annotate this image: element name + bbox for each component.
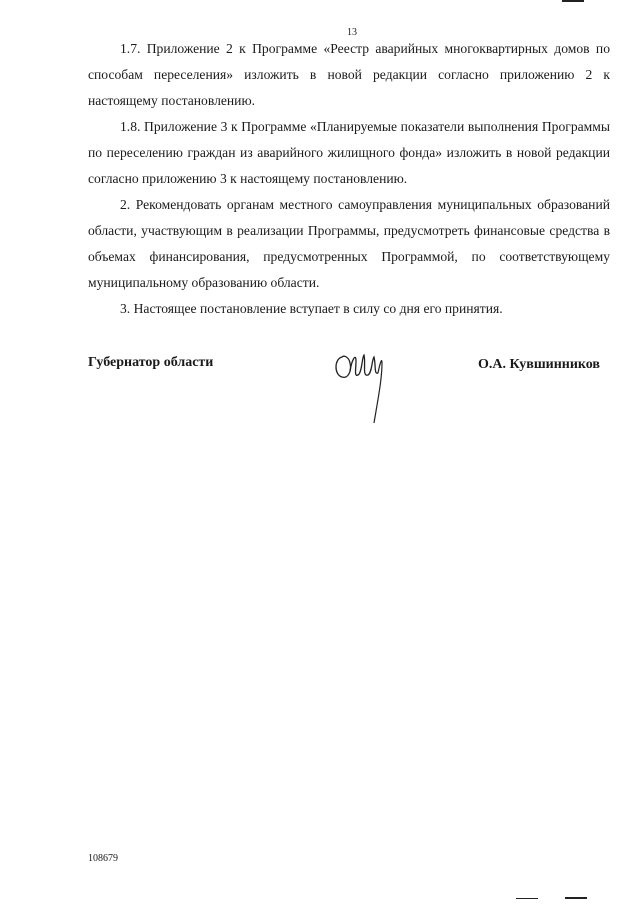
handwritten-signature <box>332 349 392 425</box>
document-body <box>88 36 610 322</box>
top-right-mark <box>562 0 584 2</box>
signatory-name: О.А. Кувшинников <box>477 357 600 372</box>
signatory-position: Губернатор области <box>88 355 214 370</box>
document-code: 108679 <box>88 853 118 864</box>
paragraph-2: 2. Рекомендовать органам местного самоуправления муниципальных образований области, участвующим в реализации Программы, предусмотреть финансовые средства в объемах финансирования, предусмотренных Программой, по соответствующему муниципальному образованию области. <box>88 197 610 290</box>
paragraph-3: 3. Настоящее постановление вступает в силу со дня его принятия. <box>120 301 503 316</box>
paragraph-1-7: 1.7. Приложение 2 к Программе «Реестр аварийных многоквартирных домов по способам переселения» изложить в новой редакции согласно приложению 2 к настоящему постановлению. <box>88 41 610 108</box>
paragraph-1-8: 1.8. Приложение 3 к Программе «Планируемые показатели выполнения Программы по переселению граждан из аварийного жилищного фонда» изложить в новой редакции согласно приложению 3 к настоящему постановлению. <box>88 119 610 186</box>
bottom-mark-right <box>565 897 587 899</box>
page-number: 13 <box>347 27 357 38</box>
bottom-mark-left <box>516 898 538 899</box>
signature-block <box>88 355 610 435</box>
